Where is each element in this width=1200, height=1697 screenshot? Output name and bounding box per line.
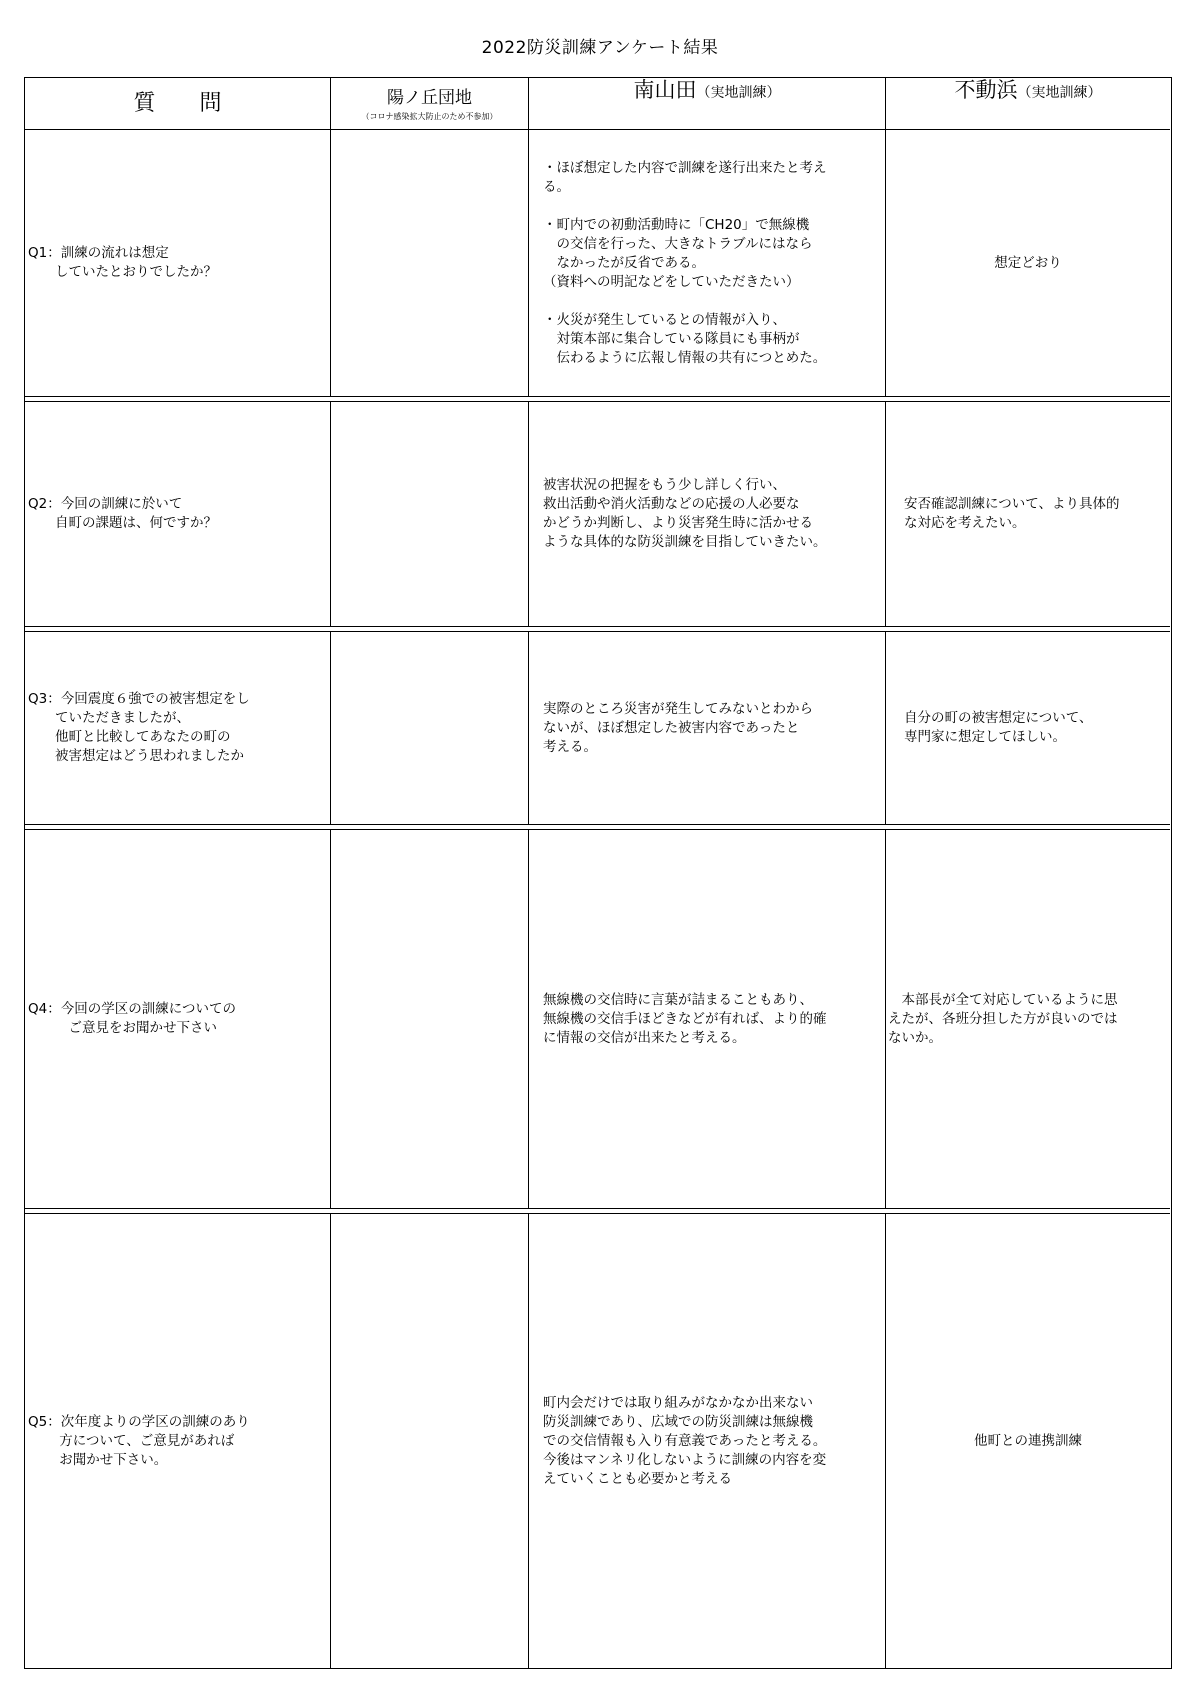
- question-text: Q2：今回の訓練に於いて 自町の課題は、何ですか？: [28, 496, 217, 531]
- question-text: Q1：訓練の流れは想定 していたとおりでしたか？: [28, 245, 217, 280]
- answer-fudohama: [886, 830, 1170, 1208]
- header-minamiyamada: [529, 78, 886, 130]
- document-title: 2022防災訓練アンケート結果: [481, 38, 719, 58]
- answer-minamiyamada: [529, 830, 886, 1208]
- question-cell: [25, 402, 331, 626]
- answer-minamiyamada: [529, 1214, 886, 1668]
- table-row-q5: [25, 1214, 1170, 1668]
- answer-minamiyamada-text: 実際のところ災害が発生してみないとわから ないが、ほぼ想定した被害内容であったと 考える。: [543, 700, 813, 755]
- answer-minamiyamada-text: ・ほぼ想定した内容で訓練を遂行出来たと考え る。 ・町内での初動活動時に「CH20」で無線機 の交信を行った、大きなトラブルにはなら なかったが反省である。 （資料への明記などをしていただきたい） ・火災が発生しているとの情報が入り、 対策本部に集合している隊員にも事柄が 伝わるように広報し情報の共有につとめた。: [543, 159, 827, 366]
- answer-fudohama-text: 想定どおり: [994, 254, 1062, 271]
- table-row-q1: [25, 130, 1170, 396]
- header-hinooka: [331, 78, 529, 130]
- answer-hinooka: [331, 402, 529, 626]
- answer-fudohama-text: 自分の町の被害想定について、 専門家に想定してほしい。: [904, 710, 1093, 745]
- header-fudohama: [886, 78, 1170, 130]
- header-minamiyamada-note: （実地訓練）: [696, 85, 781, 101]
- answer-minamiyamada: [529, 402, 886, 626]
- header-hinooka-note: （コロナ感染拡大防止のため不参加）: [361, 111, 498, 121]
- header-hinooka-name: 陽ノ丘団地: [387, 87, 472, 108]
- question-text: Q4：今回の学区の訓練についての ご意見をお聞かせ下さい: [28, 1001, 236, 1036]
- answer-fudohama: [886, 402, 1170, 626]
- question-cell: [25, 632, 331, 824]
- question-cell: [25, 830, 331, 1208]
- table-row-q3: [25, 632, 1170, 824]
- answer-minamiyamada-text: 町内会だけでは取り組みがなかなか出来ない 防災訓練であり、広域での防災訓練は無線機 での交信情報も入り有意義であったと考える。 今後はマンネリ化しないように訓練の内容を変 えていくことも必要かと考える: [543, 1394, 827, 1487]
- table-row-q4: [25, 830, 1170, 1208]
- answer-minamiyamada: [529, 632, 886, 824]
- answer-fudohama: [886, 130, 1170, 396]
- header-minamiyamada-name: 南山田: [633, 78, 697, 102]
- answer-fudohama-text: 本部長が全て対応しているように思 えたが、各班分担した方が良いのでは ないか。: [888, 991, 1118, 1046]
- answer-hinooka: [331, 632, 529, 824]
- table-row-q2: [25, 402, 1170, 626]
- survey-table: [24, 77, 1172, 1669]
- question-text: Q3：今回震度６強での被害想定をし ていただきましたが、 他町と比較してあなたの町の 被害想定はどう思われましたか: [28, 691, 250, 764]
- answer-hinooka: [331, 1214, 529, 1668]
- answer-fudohama: [886, 1214, 1170, 1668]
- question-text: Q5：次年度よりの学区の訓練のあり 方について、ご意見があれば お聞かせ下さい。: [28, 1413, 250, 1468]
- answer-minamiyamada: [529, 130, 886, 396]
- answer-minamiyamada-text: 無線機の交信時に言葉が詰まることもあり、 無線機の交信手ほどきなどが有れば、より的確 に情報の交信が出来たと考える。: [543, 991, 827, 1046]
- header-fudohama-name: 不動浜: [954, 78, 1018, 102]
- answer-minamiyamada-text: 被害状況の把握をもう少し詳しく行い、 救出活動や消火活動などの応援の人必要な かどうか判断し、より災害発生時に活かせる ような具体的な防災訓練を目指していきたい。: [543, 477, 827, 550]
- answer-fudohama: [886, 632, 1170, 824]
- answer-fudohama-text: 他町との連携訓練: [974, 1432, 1082, 1449]
- question-cell: [25, 130, 331, 396]
- header-fudohama-note: （実地訓練）: [1017, 85, 1102, 101]
- answer-fudohama-text: 安否確認訓練について、より具体的 な対応を考えたい。: [904, 496, 1120, 531]
- header-question: [25, 78, 331, 130]
- answer-hinooka: [331, 130, 529, 396]
- header-question-label: 質問: [133, 90, 266, 116]
- answer-hinooka: [331, 830, 529, 1208]
- question-cell: [25, 1214, 331, 1668]
